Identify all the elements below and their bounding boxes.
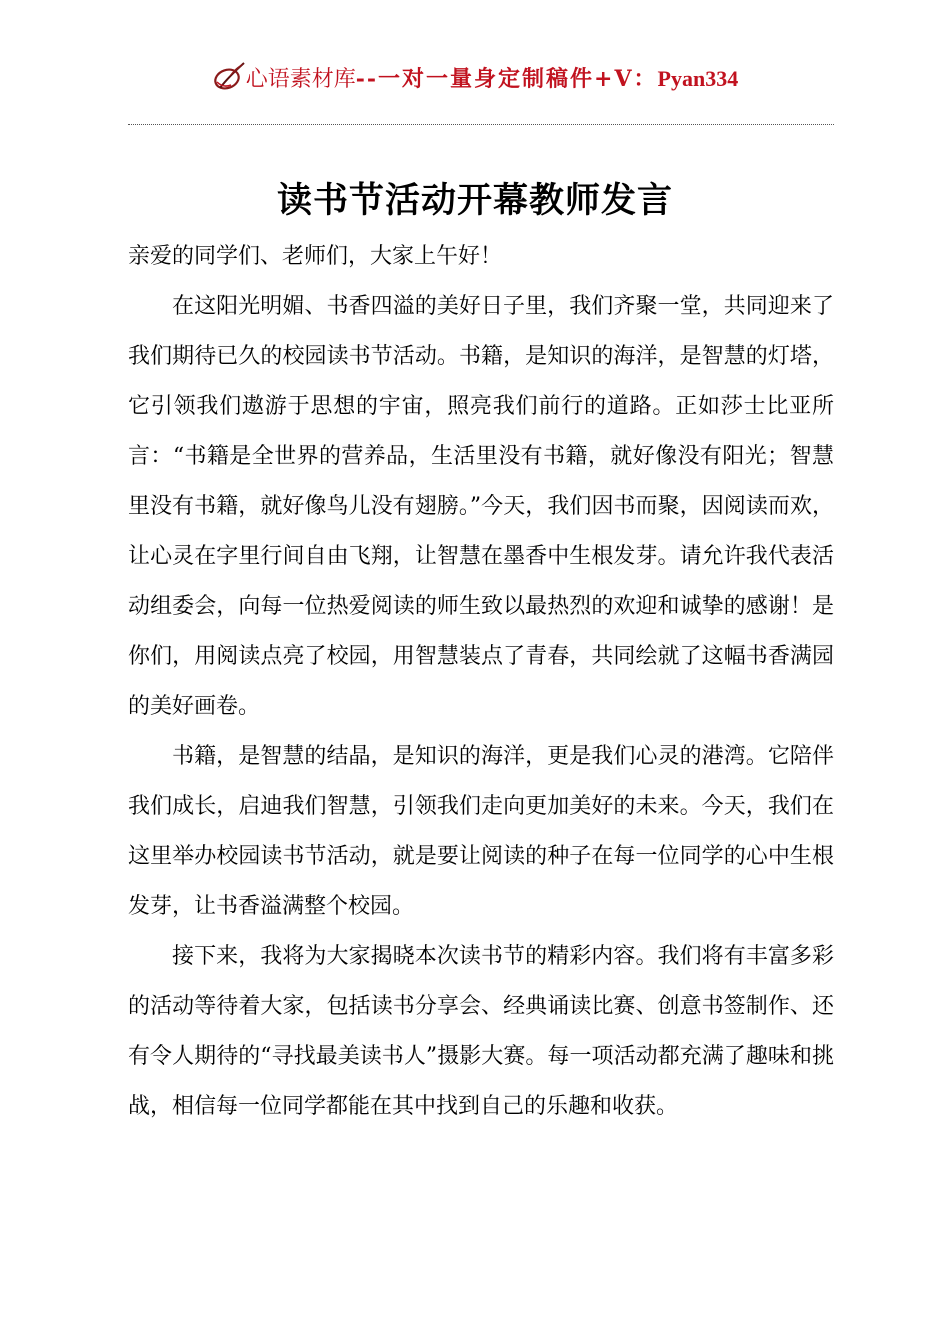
page-header	[0, 62, 950, 97]
document-title: 读书节活动开幕教师发言	[276, 180, 673, 221]
body-paragraph: 在这阳光明媚、书香四溢的美好日子里，我们齐聚一堂，共同迎来了我们期待已久的校园读书节活动。书籍，是知识的海洋，是智慧的灯塔，它引领我们遨游于思想的宇宙，照亮我们前行的道路。正如莎士比亚所言：“书籍是全世界的营养品，生活里没有书籍，就好像没有阳光；智慧里没有书籍，就好像鸟儿没有翅膀。”今天，我们因书而聚，因阅读而欢，让心灵在字里行间自由飞翔，让智慧在墨香中生根发芽。请允许我代表活动组委会，向每一位热爱阅读的师生致以最热烈的欢迎和诚挚的感谢！是你们，用阅读点亮了校园，用智慧装点了青春，共同绘就了这幅书香满园的美好画卷。	[128, 294, 834, 719]
document-body	[128, 232, 834, 1132]
contact-id: Pyan334	[657, 66, 739, 91]
greeting-line: 亲爱的同学们、老师们，大家上午好！	[128, 244, 503, 269]
body-paragraph: 接下来，我将为大家揭晓本次读书节的精彩内容。我们将有丰富多彩的活动等待着大家，包括读书分享会、经典诵读比赛、创意书签制作、还有令人期待的“寻找最美读书人”摄影大赛。每一项活动都充满了趣味和挑战，相信每一位同学都能在其中找到自己的乐趣和收获。	[128, 944, 834, 1119]
quill-logo-icon	[212, 60, 246, 94]
header-slogan: --一对一量身定制稿件+V：	[355, 66, 658, 92]
header-divider	[128, 124, 834, 125]
brand-name: 心语素材库	[245, 67, 356, 92]
body-paragraph: 书籍，是智慧的结晶，是知识的海洋，更是我们心灵的港湾。它陪伴我们成长，启迪我们智慧，引领我们走向更加美好的未来。今天，我们在这里举办校园读书节活动，就是要让阅读的种子在每一位同学的心中生根发芽，让书香溢满整个校园。	[128, 744, 834, 919]
